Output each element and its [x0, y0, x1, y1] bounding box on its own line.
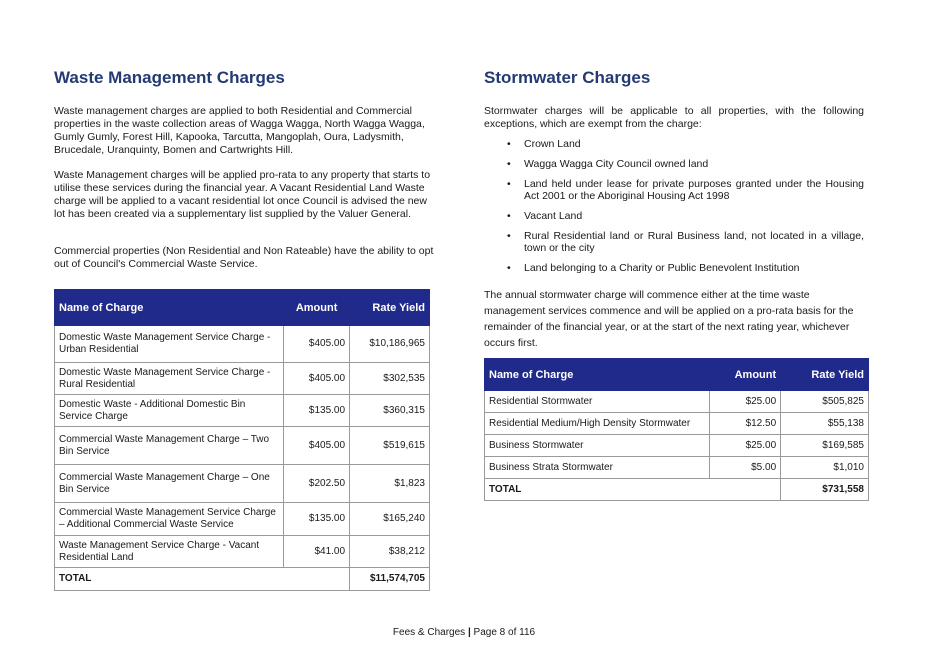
bullet-icon: • — [507, 230, 511, 242]
list-item: • Wagga Wagga City Council owned land — [507, 158, 709, 170]
header-amount: Amount — [284, 290, 350, 326]
table-header-row — [55, 290, 430, 326]
table-row — [55, 536, 430, 568]
charge-amount: $25.00 — [710, 435, 781, 457]
table-row — [485, 435, 869, 457]
waste-title: Waste Management Charges — [54, 68, 285, 87]
charge-yield: $169,585 — [781, 435, 869, 457]
charge-name: Commercial Waste Management Charge – Two Bin Service — [55, 427, 284, 465]
footer-section: Fees & Charges — [392, 627, 466, 638]
total-label: TOTAL — [485, 479, 781, 501]
charge-name: Waste Management Service Charge - Vacant Residential Land — [55, 536, 284, 568]
charge-yield: $1,010 — [781, 457, 869, 479]
table-header-row — [485, 359, 869, 391]
table-total-row — [55, 568, 430, 591]
table-row — [55, 395, 430, 427]
charge-amount: $135.00 — [284, 395, 350, 427]
waste-paragraph-2: Waste Management charges will be applied pro-rata to any property that starts to utilise these services during the financial year. A Vacant Residential Land Waste charge will be applied to a vacant residential lot once Council is advised the new lot has been created via a supplementary list supplied by the Valuer General. — [54, 169, 431, 220]
table-row — [55, 465, 430, 503]
charge-amount: $405.00 — [284, 326, 350, 363]
header-name-of-charge: Name of Charge — [55, 290, 284, 326]
table-row — [485, 457, 869, 479]
charge-amount: $12.50 — [710, 413, 781, 435]
charge-amount: $405.00 — [284, 427, 350, 465]
table-row — [485, 413, 869, 435]
table-row — [485, 391, 869, 413]
footer-page-number: Page 8 of 116 — [473, 627, 536, 638]
charge-yield: $505,825 — [781, 391, 869, 413]
charge-yield: $360,315 — [350, 395, 430, 427]
footer-separator: | — [467, 627, 471, 638]
charge-amount: $405.00 — [284, 363, 350, 395]
charge-amount: $5.00 — [710, 457, 781, 479]
charge-yield: $55,138 — [781, 413, 869, 435]
list-item: • Land held under lease for private purposes granted under the Housing Act 2001 or the Aboriginal Housing Act 1998 — [507, 178, 864, 202]
list-item: • Crown Land — [507, 138, 581, 150]
charge-amount: $202.50 — [284, 465, 350, 503]
charge-yield: $38,212 — [350, 536, 430, 568]
charge-yield: $10,186,965 — [350, 326, 430, 363]
charge-name: Domestic Waste Management Service Charge - Rural Residential — [55, 363, 284, 395]
total-value: $11,574,705 — [350, 568, 430, 591]
charge-yield: $1,823 — [350, 465, 430, 503]
stormwater-intro: Stormwater charges will be applicable to all properties, with the following exceptions, which are exempt from the charge: — [484, 105, 864, 130]
charge-name: Domestic Waste - Additional Domestic Bin Service Charge — [55, 395, 284, 427]
header-rate-yield: Rate Yield — [350, 290, 430, 326]
charge-name: Residential Stormwater — [485, 391, 710, 413]
list-item: • Land belonging to a Charity or Public Benevolent Institution — [507, 262, 800, 274]
table-total-row — [485, 479, 869, 501]
stormwater-annual-note: The annual stormwater charge will commence either at the time waste management services commence and will be applied on a pro-rata basis for the remainder of the financial year, or at the start of the next rating year, whichever occurs first. — [484, 289, 854, 349]
total-value: $731,558 — [781, 479, 869, 501]
page-footer — [0, 627, 928, 638]
waste-charges-table — [54, 289, 430, 591]
bullet-icon: • — [507, 138, 511, 150]
charge-amount: $135.00 — [284, 503, 350, 536]
charge-name: Commercial Waste Management Charge – One Bin Service — [55, 465, 284, 503]
table-row — [55, 326, 430, 363]
stormwater-charges-table — [484, 358, 869, 501]
header-rate-yield: Rate Yield — [781, 359, 869, 391]
table-row — [55, 427, 430, 465]
charge-name: Business Strata Stormwater — [485, 457, 710, 479]
charge-yield: $302,535 — [350, 363, 430, 395]
list-item: • Rural Residential land or Rural Business land, not located in a village, town or the city — [507, 230, 864, 254]
bullet-icon: • — [507, 262, 511, 274]
bullet-icon: • — [507, 210, 511, 222]
bullet-icon: • — [507, 158, 511, 170]
waste-paragraph-1: Waste management charges are applied to both Residential and Commercial properties in the waste collection areas of Wagga Wagga, North Wagga Wagga, Gumly Gumly, Forest Hill, Kapooka, Tarcutta, Mangoplah, Oura, Ladysmith, Brucedale, Uranquinty, Bomen and Cartwrights Hill. — [54, 105, 425, 156]
stormwater-title: Stormwater Charges — [484, 68, 651, 87]
charge-amount: $25.00 — [710, 391, 781, 413]
charge-name: Domestic Waste Management Service Charge - Urban Residential — [55, 326, 284, 363]
charge-name: Business Stormwater — [485, 435, 710, 457]
table-row — [55, 503, 430, 536]
charge-amount: $41.00 — [284, 536, 350, 568]
exemptions-list — [507, 138, 864, 282]
charge-yield: $519,615 — [350, 427, 430, 465]
waste-paragraph-3: Commercial properties (Non Residential and Non Rateable) have the ability to opt out of Council's Commercial Waste Service. — [54, 245, 434, 270]
bullet-icon: • — [507, 178, 511, 190]
charge-yield: $165,240 — [350, 503, 430, 536]
header-amount: Amount — [710, 359, 781, 391]
charge-name: Residential Medium/High Density Stormwater — [485, 413, 710, 435]
total-label: TOTAL — [55, 568, 350, 591]
charge-name: Commercial Waste Management Service Charge – Additional Commercial Waste Service — [55, 503, 284, 536]
table-row — [55, 363, 430, 395]
header-name-of-charge: Name of Charge — [485, 359, 710, 391]
list-item: • Vacant Land — [507, 210, 583, 222]
